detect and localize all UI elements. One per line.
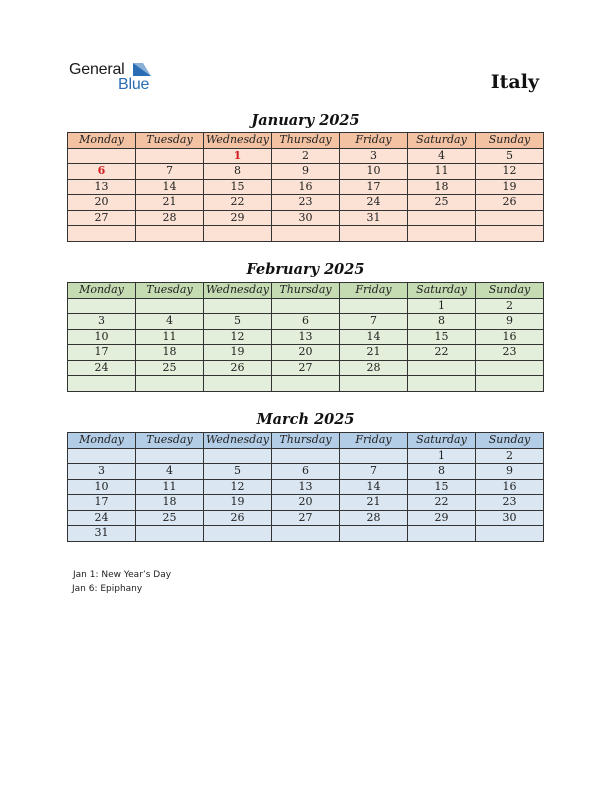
week-row [68,298,544,314]
week-row [68,376,544,392]
week-row [68,195,544,211]
day-cell: 2 [272,148,340,164]
day-cell: 22 [408,345,476,361]
day-cell [68,226,136,242]
week-row [68,210,544,226]
logo-triangle-icon [133,63,153,77]
day-cell: 18 [136,345,204,361]
weekday-header-row [68,283,544,299]
day-cell: 17 [68,345,136,361]
weekday-header: Tuesday [136,283,204,299]
day-cell: 30 [476,510,544,526]
day-cell [476,526,544,542]
day-cell: 22 [408,495,476,511]
weekday-header-row [68,133,544,149]
month-title-february: February 2025 [246,261,365,278]
week-row [68,448,544,464]
day-cell: 16 [272,179,340,195]
day-cell: 29 [204,210,272,226]
day-cell: 8 [408,464,476,480]
day-cell: 19 [476,179,544,195]
day-cell: 1 [408,448,476,464]
weekday-header: Saturday [408,283,476,299]
day-cell [204,298,272,314]
weekday-header: Sunday [476,133,544,149]
day-cell: 21 [136,195,204,211]
day-cell [272,526,340,542]
day-cell: 18 [136,495,204,511]
logo-word-blue: Blue [118,76,150,93]
day-cell: 28 [340,360,408,376]
weekday-header: Friday [340,433,408,449]
day-cell: 26 [204,360,272,376]
day-cell: 21 [340,495,408,511]
day-cell: 3 [68,314,136,330]
day-cell: 5 [204,314,272,330]
weekday-header: Tuesday [136,133,204,149]
day-cell [136,226,204,242]
day-cell [272,226,340,242]
day-cell: 27 [68,210,136,226]
day-cell: 1 [408,298,476,314]
day-cell: 10 [68,479,136,495]
day-cell: 5 [476,148,544,164]
week-row [68,479,544,495]
day-cell: 27 [272,510,340,526]
day-cell [408,526,476,542]
day-cell: 7 [340,314,408,330]
day-cell: 9 [476,464,544,480]
day-cell: 15 [408,329,476,345]
day-cell [136,526,204,542]
day-cell: 4 [408,148,476,164]
day-cell: 11 [136,479,204,495]
weekday-header: Wednesday [204,133,272,149]
day-cell: 14 [136,179,204,195]
day-cell [476,226,544,242]
day-cell: 27 [272,360,340,376]
day-cell: 14 [340,479,408,495]
day-cell: 24 [340,195,408,211]
day-cell [204,226,272,242]
day-cell: 10 [340,164,408,180]
day-cell: 28 [136,210,204,226]
day-cell: 26 [476,195,544,211]
day-cell [408,210,476,226]
weekday-header: Friday [340,283,408,299]
day-cell: 7 [136,164,204,180]
day-cell [204,526,272,542]
day-cell [340,226,408,242]
day-cell: 21 [340,345,408,361]
day-cell [68,148,136,164]
day-cell: 29 [408,510,476,526]
day-cell [340,376,408,392]
weekday-header: Wednesday [204,433,272,449]
day-cell: 4 [136,314,204,330]
calendar-january [67,132,544,242]
weekday-header: Sunday [476,283,544,299]
day-cell: 23 [476,495,544,511]
day-cell: 24 [68,510,136,526]
weekday-header-row [68,433,544,449]
day-cell [136,148,204,164]
day-cell [408,360,476,376]
week-row [68,495,544,511]
week-row [68,226,544,242]
day-cell: 17 [68,495,136,511]
month-title-march: March 2025 [256,411,355,428]
day-cell: 22 [204,195,272,211]
day-cell: 13 [272,329,340,345]
day-cell: 20 [272,345,340,361]
day-cell: 5 [204,464,272,480]
day-cell [204,376,272,392]
country-title: Italy [490,71,539,93]
day-cell: 20 [68,195,136,211]
day-cell [68,448,136,464]
day-cell: 6 [272,314,340,330]
day-cell: 3 [340,148,408,164]
day-cell: 12 [476,164,544,180]
weekday-header: Tuesday [136,433,204,449]
logo-word-general: General [69,61,125,78]
day-cell: 15 [408,479,476,495]
day-cell: 17 [340,179,408,195]
week-row [68,360,544,376]
day-cell: 12 [204,329,272,345]
week-row [68,164,544,180]
day-cell [68,376,136,392]
calendar-february [67,282,544,392]
week-row [68,179,544,195]
day-cell: 13 [272,479,340,495]
week-row [68,314,544,330]
day-cell: 31 [340,210,408,226]
day-cell: 23 [272,195,340,211]
week-row [68,526,544,542]
day-cell: 11 [408,164,476,180]
calendar-march [67,432,544,542]
day-cell: 6 [68,164,136,180]
day-cell: 23 [476,345,544,361]
day-cell: 8 [408,314,476,330]
day-cell [68,298,136,314]
weekday-header: Wednesday [204,283,272,299]
weekday-header: Monday [68,283,136,299]
week-row [68,464,544,480]
day-cell [272,376,340,392]
day-cell: 19 [204,345,272,361]
holiday-note: Jan 1: New Year’s Day [73,570,172,580]
weekday-header: Monday [68,133,136,149]
weekday-header: Thursday [272,433,340,449]
day-cell: 19 [204,495,272,511]
day-cell [476,360,544,376]
day-cell [136,448,204,464]
day-cell [340,298,408,314]
day-cell [272,298,340,314]
generalblue-logo [69,61,159,95]
day-cell: 13 [68,179,136,195]
week-row [68,148,544,164]
weekday-header: Sunday [476,433,544,449]
day-cell: 6 [272,464,340,480]
day-cell: 24 [68,360,136,376]
day-cell: 7 [340,464,408,480]
day-cell [408,226,476,242]
weekday-header: Thursday [272,133,340,149]
day-cell: 1 [204,148,272,164]
day-cell [476,210,544,226]
day-cell: 8 [204,164,272,180]
day-cell: 12 [204,479,272,495]
day-cell: 2 [476,448,544,464]
day-cell: 9 [272,164,340,180]
day-cell [272,448,340,464]
day-cell [204,448,272,464]
day-cell: 2 [476,298,544,314]
weekday-header: Saturday [408,133,476,149]
day-cell [340,448,408,464]
day-cell: 25 [408,195,476,211]
day-cell [476,376,544,392]
day-cell: 3 [68,464,136,480]
holiday-note: Jan 6: Epiphany [72,584,143,594]
month-title-january: January 2025 [251,112,360,129]
day-cell: 4 [136,464,204,480]
day-cell: 28 [340,510,408,526]
week-row [68,345,544,361]
day-cell [136,298,204,314]
day-cell: 26 [204,510,272,526]
day-cell: 14 [340,329,408,345]
weekday-header: Friday [340,133,408,149]
day-cell [340,526,408,542]
day-cell: 15 [204,179,272,195]
day-cell: 9 [476,314,544,330]
day-cell: 25 [136,360,204,376]
weekday-header: Monday [68,433,136,449]
day-cell [408,376,476,392]
day-cell: 16 [476,329,544,345]
day-cell: 18 [408,179,476,195]
weekday-header: Thursday [272,283,340,299]
day-cell: 10 [68,329,136,345]
week-row [68,510,544,526]
weekday-header: Saturday [408,433,476,449]
day-cell: 16 [476,479,544,495]
day-cell: 25 [136,510,204,526]
holiday-notes [73,568,171,596]
day-cell: 11 [136,329,204,345]
day-cell: 30 [272,210,340,226]
week-row [68,329,544,345]
day-cell: 31 [68,526,136,542]
day-cell: 20 [272,495,340,511]
day-cell [136,376,204,392]
